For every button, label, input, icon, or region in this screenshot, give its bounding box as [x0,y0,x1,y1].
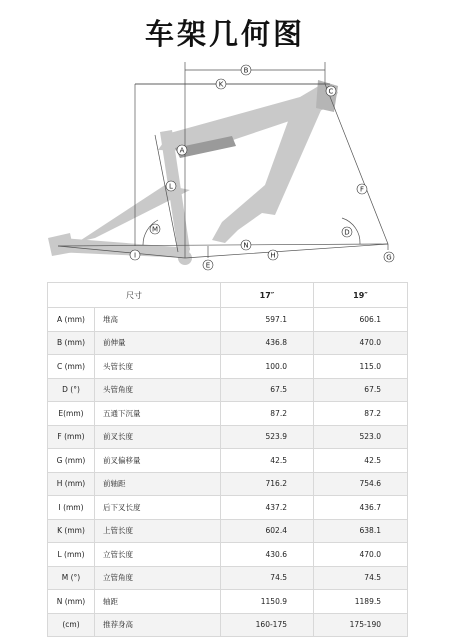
marker-C [326,86,336,96]
row-name: 后下叉长度 [95,496,221,520]
marker-M [150,224,160,234]
geometry-table [47,282,408,637]
row-value-19: 470.0 [314,331,408,355]
row-value-19: 523.0 [314,425,408,449]
row-value-17: 597.1 [221,308,314,332]
row-value-17: 100.0 [221,355,314,379]
row-name: 上管长度 [95,519,221,543]
row-value-17: 42.5 [221,449,314,473]
row-value-17: 160-175 [221,613,314,637]
table-row [48,355,408,379]
row-value-17: 523.9 [221,425,314,449]
svg-text:H: H [270,251,276,260]
svg-text:N: N [243,241,249,250]
table-row [48,472,408,496]
svg-text:M: M [151,225,159,234]
row-value-19: 74.5 [314,566,408,590]
marker-L [166,181,176,191]
svg-text:F: F [359,185,365,194]
svg-text:E: E [205,261,211,270]
marker-K [216,79,226,89]
geometry-table-wrapper [47,282,407,637]
row-value-19: 606.1 [314,308,408,332]
marker-D [342,227,352,237]
row-abbreviation: M (°) [48,566,95,590]
table-row [48,613,408,637]
row-value-17: 430.6 [221,543,314,567]
front-center-line [185,241,388,258]
table-row [48,566,408,590]
marker-A [177,145,187,155]
table-row [48,519,408,543]
row-name: 前轴距 [95,472,221,496]
row-name: 轴距 [95,590,221,614]
row-abbreviation: H (mm) [48,472,95,496]
row-value-17: 436.8 [221,331,314,355]
table-row [48,449,408,473]
row-value-17: 87.2 [221,402,314,426]
frame-geometry-diagram [0,58,450,276]
row-value-19: 470.0 [314,543,408,567]
row-value-17: 74.5 [221,566,314,590]
row-value-19: 436.7 [314,496,408,520]
row-value-19: 638.1 [314,519,408,543]
svg-text:G: G [386,253,392,262]
svg-text:L: L [169,182,173,191]
row-name: 立管长度 [95,543,221,567]
marker-N [241,240,251,250]
page-title: 车架几何图 [144,17,305,51]
table-row [48,378,408,402]
table-row [48,590,408,614]
row-value-17: 67.5 [221,378,314,402]
row-value-17: 716.2 [221,472,314,496]
row-abbreviation: C (mm) [48,355,95,379]
row-name: 头管角度 [95,378,221,402]
row-abbreviation: K (mm) [48,519,95,543]
marker-E [203,260,213,270]
table-body [48,308,408,637]
marker-B [241,65,251,75]
table-row [48,308,408,332]
svg-text:A: A [179,146,185,155]
row-name: 前叉偏移量 [95,449,221,473]
size-17-header: 17″ [221,283,314,308]
row-name: 前叉长度 [95,425,221,449]
svg-text:B: B [243,66,249,75]
marker-I [130,250,140,260]
svg-text:I: I [133,251,137,260]
row-value-19: 87.2 [314,402,408,426]
row-abbreviation: I (mm) [48,496,95,520]
fork-axis-line [325,84,388,244]
row-name: 堆高 [95,308,221,332]
row-abbreviation: A (mm) [48,308,95,332]
row-name: 五通下沉量 [95,402,221,426]
table-row [48,543,408,567]
row-abbreviation: N (mm) [48,590,95,614]
row-abbreviation: B (mm) [48,331,95,355]
row-name: 推荐身高 [95,613,221,637]
row-name: 头管长度 [95,355,221,379]
svg-text:C: C [328,87,334,96]
row-name: 前伸量 [95,331,221,355]
row-abbreviation: F (mm) [48,425,95,449]
row-abbreviation: D (°) [48,378,95,402]
row-value-17: 1150.9 [221,590,314,614]
table-header-row [48,283,408,308]
row-value-17: 437.2 [221,496,314,520]
row-value-19: 42.5 [314,449,408,473]
size-19-header: 19″ [314,283,408,308]
row-value-19: 1189.5 [314,590,408,614]
bike-frame [48,80,338,265]
marker-G [384,252,394,262]
row-abbreviation: E(mm) [48,402,95,426]
size-header: 尺寸 [48,283,221,308]
row-abbreviation: G (mm) [48,449,95,473]
row-value-19: 754.6 [314,472,408,496]
table-row [48,402,408,426]
table-row [48,496,408,520]
marker-F [357,184,367,194]
row-value-19: 115.0 [314,355,408,379]
row-abbreviation: L (mm) [48,543,95,567]
table-row [48,425,408,449]
svg-text:K: K [218,80,224,89]
svg-text:D: D [344,228,350,237]
row-abbreviation: (cm) [48,613,95,637]
row-value-17: 602.4 [221,519,314,543]
row-name: 立管角度 [95,566,221,590]
table-row [48,331,408,355]
row-value-19: 67.5 [314,378,408,402]
marker-H [268,250,278,260]
row-value-19: 175-190 [314,613,408,637]
